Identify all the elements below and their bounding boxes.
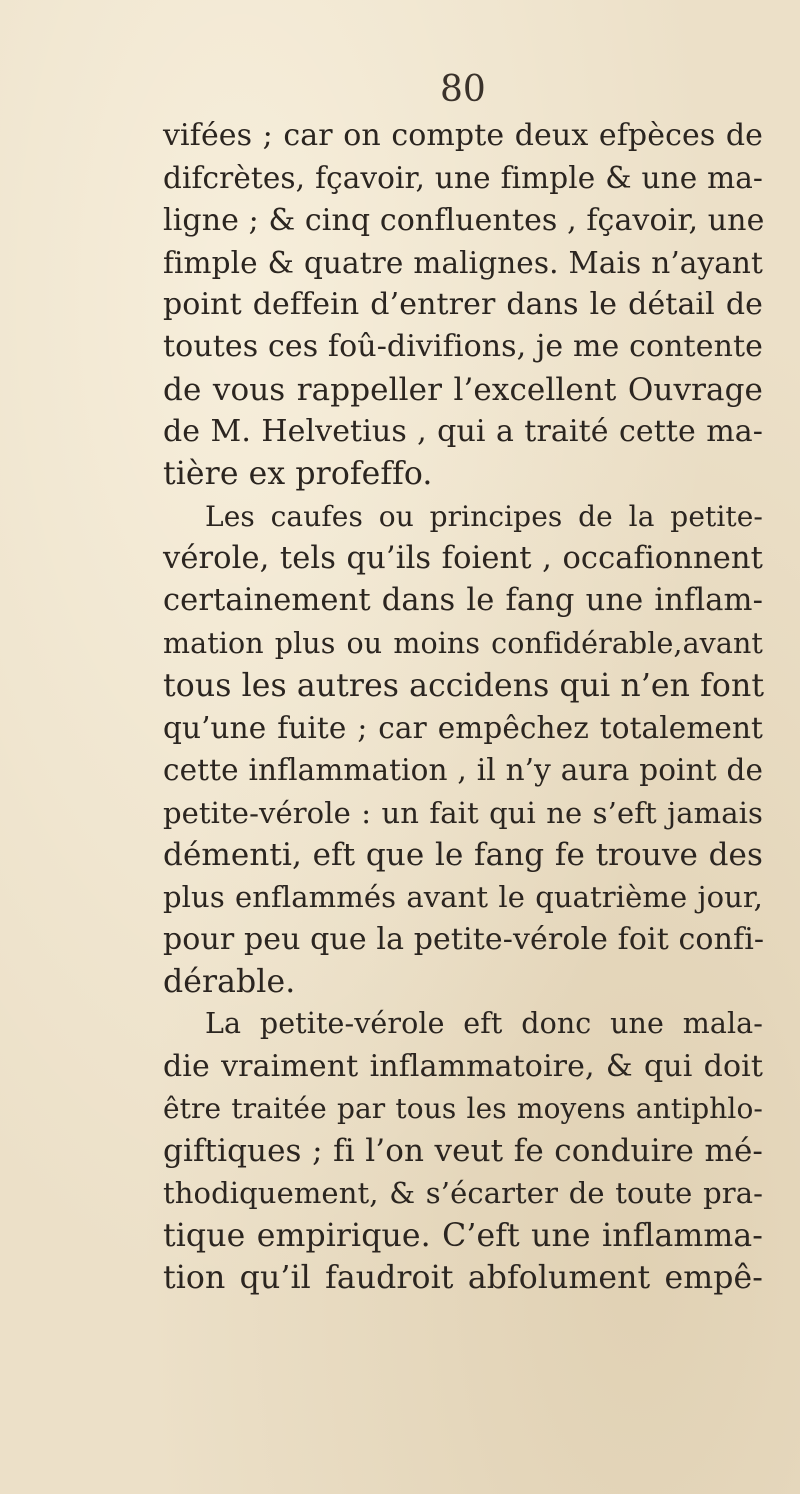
text-line: certainement dans le fang une inflam- <box>163 583 763 619</box>
text-line: tous les autres accidens qui n’en font <box>163 667 765 704</box>
text-line: tique empirique. C’eft une inflamma- <box>163 1217 763 1254</box>
text-line: tière ex profeffo. <box>163 456 433 493</box>
text-line: plus enflammés avant le quatrième jour, <box>163 880 763 915</box>
text-line: tion qu’il faudroit abfolument empê- <box>163 1260 763 1297</box>
text-line: démenti, eft que le fang fe trouve des <box>163 837 763 874</box>
text-line: être traitée par tous les moyens antiphlo- <box>163 1091 763 1125</box>
paragraph-start-line: Les caufes ou principes de la petite- <box>205 499 763 533</box>
text-line: toutes ces foû-divifions, je me contente <box>163 329 763 365</box>
text-line: pour peu que la petite-vérole foit confi- <box>163 921 765 957</box>
text-line: vifées ; car on compte deux efpèces de <box>163 118 763 153</box>
text-line: petite-vérole : un fait qui ne s’eft jamais <box>163 795 763 830</box>
text-line: cette inflammation , il n’y aura point de <box>163 753 763 788</box>
text-line: die vraiment inflammatoire, & qui doit <box>163 1048 763 1084</box>
text-line: fimple & quatre malignes. Mais n’ayant <box>163 245 763 280</box>
text-line: de vous rappeller l’excellent Ouvrage <box>163 371 763 408</box>
text-line: vérole, tels qu’ils foient , occafionnent <box>163 540 763 576</box>
page-number: 80 <box>440 69 486 110</box>
text-line: thodiquement, & s’écarter de toute pra- <box>163 1176 763 1211</box>
text-line: difcrètes, fçavoir, une fimple & une ma- <box>163 161 763 196</box>
text-line: dérable. <box>163 963 296 1000</box>
paragraph-start-line: La petite-vérole eft donc une mala- <box>205 1007 763 1041</box>
body-text <box>163 115 763 1299</box>
text-line: giftiques ; fi l’on veut fe conduire mé- <box>163 1133 763 1170</box>
text-line: point deffein d’entrer dans le détail de <box>163 287 763 323</box>
text-line: de M. Helvetius , qui a traité cette ma- <box>163 414 763 450</box>
text-line: qu’une fuite ; car empêchez totalement <box>163 711 763 746</box>
text-line: ligne ; & cinq confluentes , fçavoir, une <box>163 202 765 238</box>
text-line: mation plus ou moins confidérable,avant <box>163 626 763 660</box>
